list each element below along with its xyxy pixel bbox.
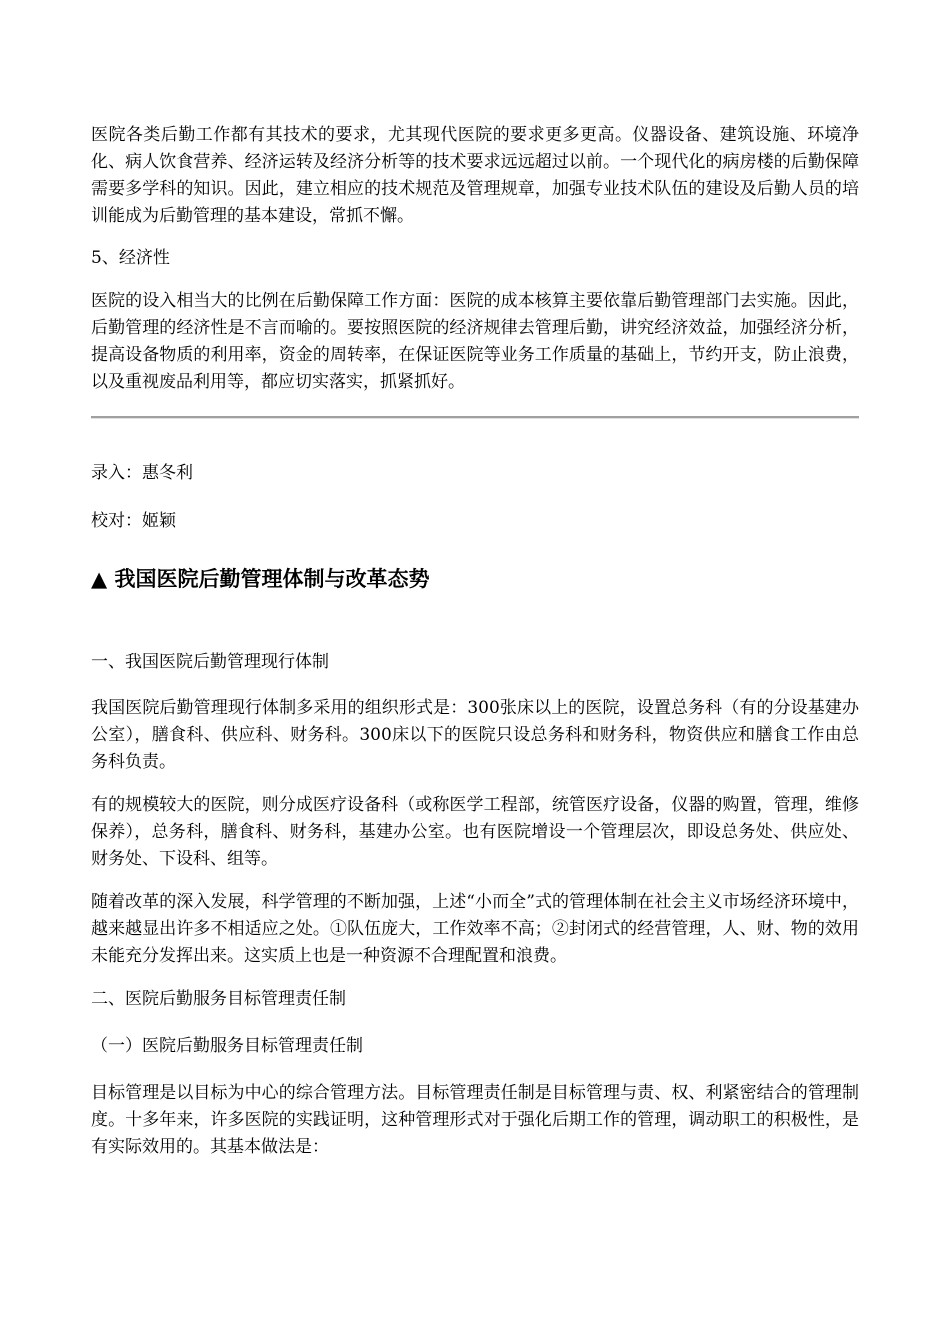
- paragraph-economy: 医院的设入相当大的比例在后勤保障工作方面：医院的成本核算主要依靠后勤管理部门去实施。因此，后勤管理的经济性是不言而喻的。要按照医院的经济规律去管理后勤，讲究经济效益，加强经济分析，提高设备物质的利用率，资金的周转率，在保证医院等业务工作质量的基础上，节约开支，防止浪费，以及重视废品利用等，都应切实落实，抓紧抓好。: [91, 291, 859, 392]
- paragraph-target-management: 目标管理是以目标为中心的综合管理方法。目标管理责任制是目标管理与责、权、利紧密结合的管理制度。十多年来，许多医院的实践证明，这种管理形式对于强化后期工作的管理，调动职工的积极性，是有实际效用的。其基本做法是：: [91, 1083, 859, 1157]
- paragraph-current-system: 我国医院后勤管理现行体制多采用的组织形式是：300张床以上的医院，设置总务科（有的分设基建办公室），膳食科、供应科、财务科。300床以下的医院只设总务科和财务科，物资供应和膳食工作由总务科负责。: [91, 698, 859, 772]
- paragraph-technical-requirements: 医院各类后勤工作都有其技术的要求，尤其现代医院的要求更多更高。仪器设备、建筑设施、环境净化、病人饮食营养、经济运转及经济分析等的技术要求远远超过以前。一个现代化的病房楼的后勤保障需要多学科的知识。因此，建立相应的技术规范及管理规章，加强专业技术队伍的建设及后勤人员的培训能成为后勤管理的基本建设，常抓不懈。: [91, 125, 859, 226]
- article-title: ▲ 我国医院后勤管理体制与改革态势: [91, 567, 430, 591]
- section-2-title: 二、医院后勤服务目标管理责任制: [91, 989, 346, 1009]
- credit-proofread: 校对：姬颖: [91, 511, 176, 531]
- credit-entry: 录入：惠冬利: [91, 463, 193, 483]
- paragraph-large-hospitals: 有的规模较大的医院，则分成医疗设备科（或称医学工程部，统管医疗设备，仪器的购置，管理，维修保养），总务科，膳食科、财务科，基建办公室。也有医院增设一个管理层次，即设总务处、供应处、财务处、下设科、组等。: [91, 795, 859, 869]
- horizontal-divider: [91, 416, 859, 419]
- paragraph-reform: 随着改革的深入发展，科学管理的不断加强，上述“小而全”式的管理体制在社会主义市场经济环境中，越来越显出许多不相适应之处。①队伍庞大，工作效率不高；②封闭式的经营管理，人、财、物的效用未能充分发挥出来。这实质上也是一种资源不合理配置和浪费。: [91, 892, 859, 966]
- section-1-title: 一、我国医院后勤管理现行体制: [91, 652, 329, 672]
- section-2-subtitle: （一）医院后勤服务目标管理责任制: [91, 1036, 363, 1056]
- item-5-title: 5、经济性: [91, 248, 170, 268]
